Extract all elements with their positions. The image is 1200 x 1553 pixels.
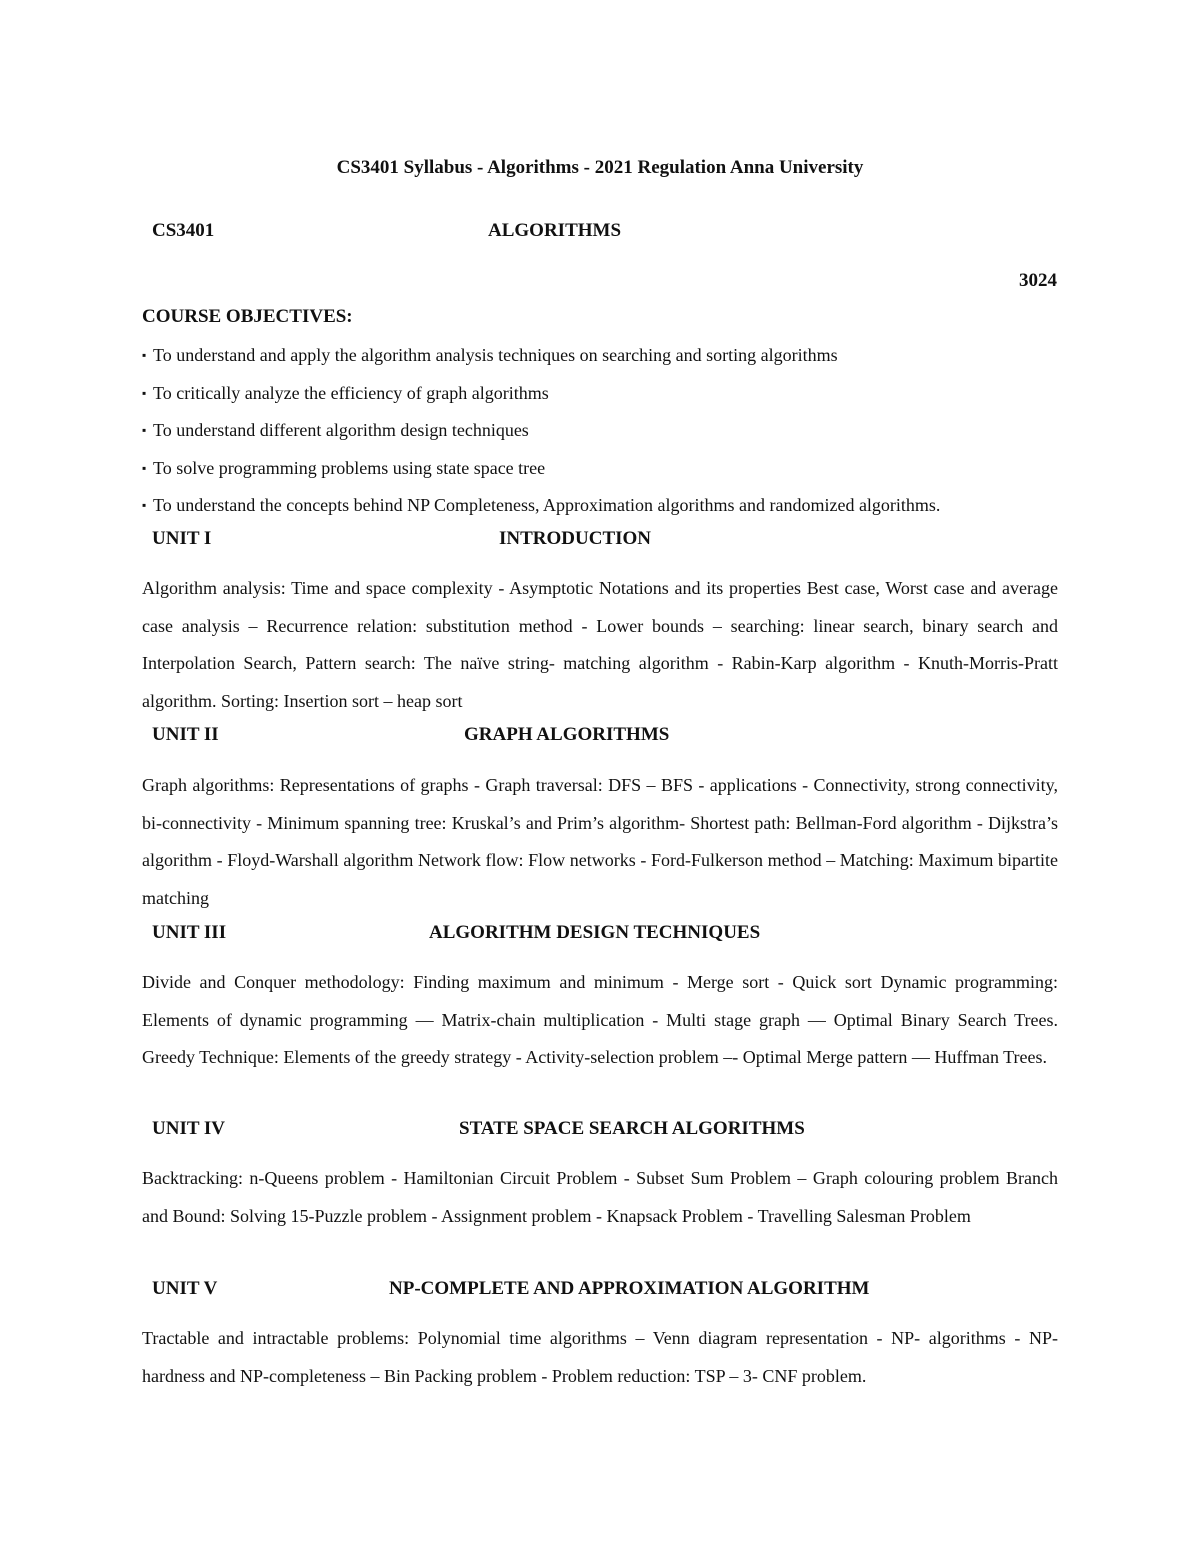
unit-3-content: Divide and Conquer methodology: Finding maximum and minimum - Merge sort - Quick sort Dynamic programming: Elements of dynamic programming — Matrix-chain multiplication - Multi stage graph — Optimal Binary Search Trees. Greedy Technique: Elements of the greedy strategy - Activity-selection problem –- Optimal Merge pattern — Huffman Trees. bbox=[142, 972, 1058, 1068]
unit-title: ALGORITHM DESIGN TECHNIQUES bbox=[429, 922, 761, 943]
unit-3-heading bbox=[152, 922, 1058, 946]
objective-item bbox=[142, 343, 1058, 381]
bullet-icon: ▪ bbox=[142, 423, 147, 438]
unit-1-content: Algorithm analysis: Time and space complexity - Asymptotic Notations and its properties Best case, Worst case and average case analysis – Recurrence relation: substitution method - Lower bounds – searching: linear search, binary search and Interpolation Search, Pattern search: The naïve string- matching algorithm - Rabin-Karp algorithm - Knuth-Morris-Pratt algorithm. Sorting: Insertion sort – heap sort bbox=[142, 578, 1058, 711]
unit-5-content: Tractable and intractable problems: Polynomial time algorithms – Venn diagram representation - NP- algorithms - NP-hardness and NP-completeness – Bin Packing problem - Problem reduction: TSP – 3- CNF problem. bbox=[142, 1328, 1058, 1386]
unit-label: UNIT III bbox=[152, 922, 227, 943]
unit-label: UNIT V bbox=[152, 1278, 218, 1299]
unit-title: NP-COMPLETE AND APPROXIMATION ALGORITHM bbox=[389, 1278, 870, 1299]
unit-label: UNIT IV bbox=[152, 1118, 226, 1139]
unit-5-heading bbox=[152, 1278, 1058, 1302]
objective-text: To understand different algorithm design techniques bbox=[153, 420, 529, 441]
course-name: ALGORITHMS bbox=[488, 220, 622, 241]
unit-title: INTRODUCTION bbox=[499, 528, 652, 549]
objective-item bbox=[142, 493, 1058, 531]
bullet-icon: ▪ bbox=[142, 348, 147, 362]
unit-title: STATE SPACE SEARCH ALGORITHMS bbox=[459, 1118, 805, 1139]
objective-item bbox=[142, 381, 1058, 419]
bullet-icon: ▪ bbox=[142, 460, 147, 475]
unit-4-content: Backtracking: n-Queens problem - Hamiltonian Circuit Problem - Subset Sum Problem – Graph colouring problem Branch and Bound: Solving 15-Puzzle problem - Assignment problem - Knapsack Problem - Travelling Salesman Problem bbox=[142, 1168, 1058, 1226]
unit-2-content: Graph algorithms: Representations of graphs - Graph traversal: DFS – BFS - applications - Connectivity, strong connectivity, bi-connectivity - Minimum spanning tree: Kruskal’s and Prim’s algorithm- Shortest path: Bellman-Ford algorithm - Dijkstra’s algorithm - Floyd-Warshall algorithm Network flow: Flow networks - Ford-Fulkerson method – Matching: Maximum bipartite matching bbox=[142, 775, 1058, 908]
unit-label: UNIT I bbox=[152, 528, 212, 549]
objective-text: To solve programming problems using state space tree bbox=[153, 457, 546, 478]
credits-ltpc: 3024 bbox=[1019, 270, 1057, 291]
bullet-icon: ▪ bbox=[142, 498, 147, 513]
bullet-icon: ▪ bbox=[142, 385, 147, 400]
unit-1-heading bbox=[152, 528, 1058, 552]
document-title: CS3401 Syllabus - Algorithms - 2021 Regulation Anna University bbox=[336, 157, 864, 178]
objectives-heading: COURSE OBJECTIVES: bbox=[142, 306, 353, 327]
objective-item bbox=[142, 418, 1058, 456]
objective-text: To critically analyze the efficiency of graph algorithms bbox=[153, 382, 549, 403]
objective-text: To understand the concepts behind NP Completeness, Approximation algorithms and randomized algorithms. bbox=[153, 495, 941, 516]
course-code: CS3401 bbox=[152, 220, 215, 241]
unit-title: GRAPH ALGORITHMS bbox=[464, 724, 670, 745]
unit-label: UNIT II bbox=[152, 724, 219, 745]
objective-item bbox=[142, 456, 1058, 494]
objectives-list bbox=[142, 343, 1058, 531]
objective-text: To understand and apply the algorithm analysis techniques on searching and sorting algorithms bbox=[153, 345, 838, 365]
unit-4-heading bbox=[152, 1118, 1058, 1142]
unit-2-heading bbox=[152, 724, 1058, 748]
